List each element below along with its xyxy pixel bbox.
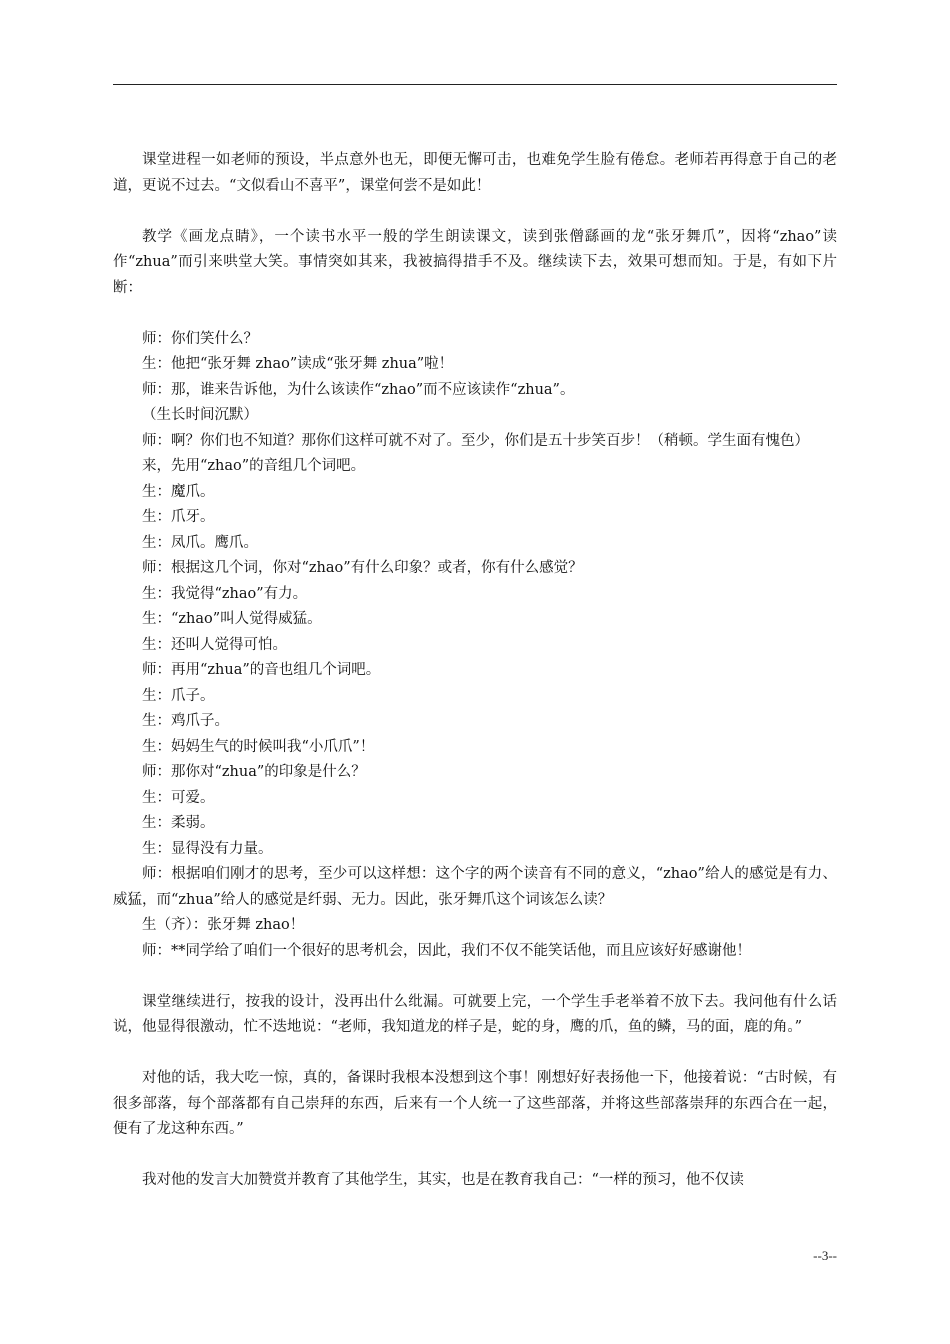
- paragraph: 我对他的发言大加赞赏并教育了其他学生，其实，也是在教育我自己：“一样的预习，他不仅读: [142, 1172, 744, 1188]
- dialogue-line: 生：还叫人觉得可怕。: [142, 636, 287, 653]
- paragraph: 课堂继续进行，按我的设计，没再出什么纰漏。可就要上完，一个学生手老举着不放下去。我问他有什么话说，他显得很激动，忙不迭地说：“老师，我知道龙的样子是，蛇的身，鹰的爪，鱼的鳞，马的面，鹿的角。”: [113, 993, 837, 1035]
- dialogue-line: 生：魔爪。: [142, 483, 215, 500]
- dialogue-line: 生：柔弱。: [142, 815, 215, 831]
- dialogue-line: 生：鸡爪子。: [142, 713, 229, 729]
- dialogue-line: 生（齐）：张牙舞 zhao！: [142, 917, 305, 933]
- dialogue-line: 生：爪牙。: [142, 509, 215, 525]
- dialogue-line: （生长时间沉默）: [142, 407, 258, 423]
- dialogue-line: 师：那你对“zhua”的印象是什么？: [142, 764, 366, 780]
- dialogue-line: 生：凤爪。鹰爪。: [142, 534, 258, 551]
- dialogue-line: 师：你们笑什么？: [142, 330, 258, 347]
- dialogue-line: 生：“zhao”叫人觉得威猛。: [142, 611, 322, 627]
- dialogue-line: 生：爪子。: [142, 687, 215, 704]
- dialogue-line: 师：那，谁来告诉他，为什么该读作“zhao”而不应该读作“zhua”。: [142, 381, 575, 398]
- dialogue-line: 师：根据这几个词，你对“zhao”有什么印象？或者，你有什么感觉？: [142, 560, 583, 576]
- dialogue-line: 生：显得没有力量。: [142, 840, 273, 857]
- paragraph-gap: [113, 301, 837, 327]
- page-number: --3--: [813, 1248, 837, 1263]
- paragraph-gap: [113, 964, 837, 990]
- dialogue-line: 生：他把“张牙舞 zhao”读成“张牙舞 zhua”啦！: [142, 356, 454, 372]
- header-rule: [113, 84, 837, 85]
- paragraph-gap: [113, 1041, 837, 1067]
- paragraph: 对他的话，我大吃一惊，真的，备课时我根本没想到这个事！刚想好好表扬他一下，他接着说：“古时候，有很多部落，每个部落都有自己崇拜的东西，后来有一个人统一了这些部落，并将这些部落崇拜的东西合在一起，便有了龙这种东西。”: [113, 1070, 837, 1137]
- dialogue-line: 师：**同学给了咱们一个很好的思考机会，因此，我们不仅不能笑话他，而且应该好好感谢他！: [142, 942, 751, 959]
- paragraph: 课堂进程一如老师的预设，半点意外也无，即便无懈可击，也难免学生脸有倦怠。老师若再得意于自己的老道，更说不过去。“文似看山不喜平”，课堂何尝不是如此！: [113, 152, 837, 194]
- dialogue-line: 生：我觉得“zhao”有力。: [142, 585, 308, 602]
- dialogue-line: 生：可爱。: [142, 789, 215, 806]
- paragraph-gap: [113, 199, 837, 225]
- paragraph: 教学《画龙点睛》，一个读书水平一般的学生朗读课文，读到张僧繇画的龙“张牙舞爪”，因将“zhao”读作“zhua”而引来哄堂大笑。事情突如其来，我被搞得措手不及。继续读下去，效果可想而知。于是，有如下片断：: [113, 228, 837, 296]
- body-text: [113, 148, 837, 1194]
- dialogue-line: 师：啊？你们也不知道？那你们这样可就不对了。至少，你们是五十步笑百步！（稍顿。学生面有愧色）: [142, 432, 809, 449]
- dialogue-line: 生：妈妈生气的时候叫我“小爪爪”！: [142, 738, 375, 755]
- paragraph-gap: [113, 1143, 837, 1169]
- dialogue-line: 师：再用“zhua”的音也组几个词吧。: [142, 662, 381, 678]
- dialogue-line: 来，先用“zhao”的音组几个词吧。: [142, 458, 366, 474]
- dialogue-line: 师：根据咱们刚才的思考，至少可以这样想：这个字的两个读音有不同的意义，“zhao”给人的感觉是有力、威猛，而“zhua”给人的感觉是纤弱、无力。因此，张牙舞爪这个词该怎么读？: [113, 866, 837, 908]
